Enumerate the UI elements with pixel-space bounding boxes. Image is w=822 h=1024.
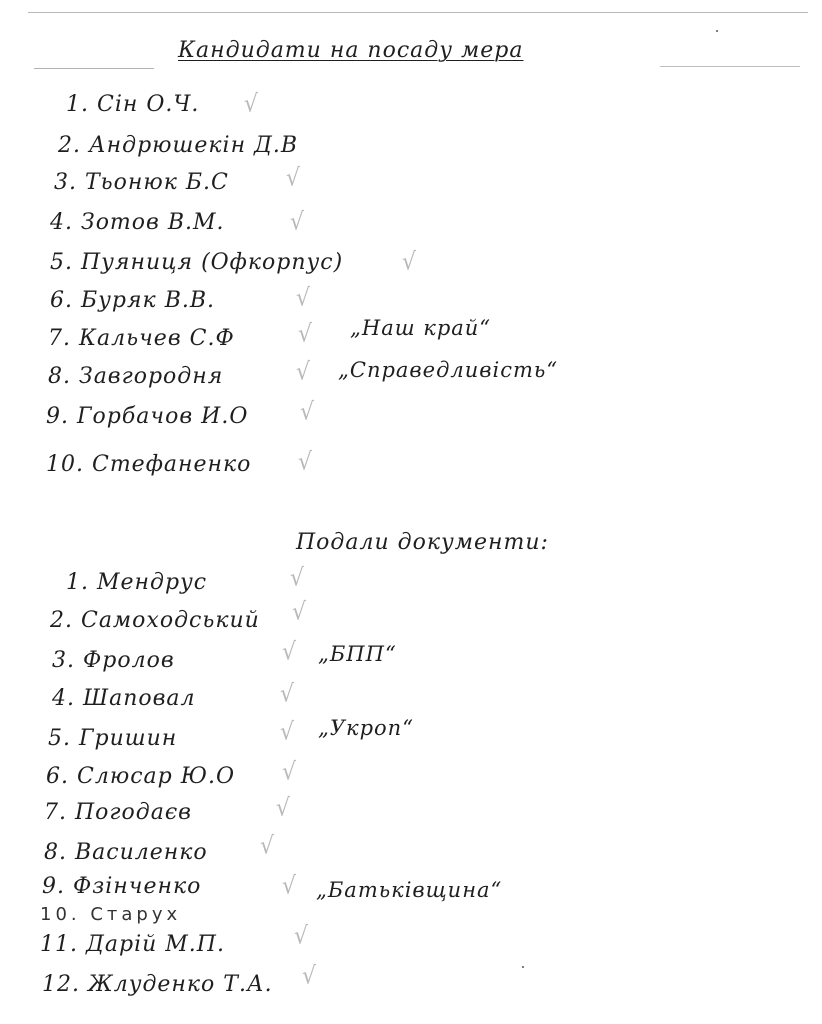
scan-speck [716,30,718,32]
list-item: 9. Горбачов И.О [46,404,249,429]
party-note-nash-krai: „Наш край“ [350,316,492,340]
party-note-ukrop: „Укроп“ [318,716,414,740]
check-mark-icon: √ [282,872,297,901]
party-note-bpp: „БПП“ [318,642,397,666]
check-mark-icon: √ [298,448,313,477]
check-mark-icon: √ [276,794,291,823]
list-item: 11. Дарій М.П. [40,932,225,957]
check-mark-icon: √ [290,208,305,237]
list-item: 7. Погодаєв [44,800,192,825]
check-mark-icon: √ [294,922,309,951]
list-item: 10. Старух [40,904,182,925]
list-item: 8. Завгородня [48,364,224,389]
list-item: 4. Шаповал [52,686,196,711]
check-mark-icon: √ [282,758,297,787]
list-item: 2. Андрюшекін Д.В [58,133,299,158]
check-mark-icon: √ [296,284,311,313]
list-item: 2. Самоходський [50,608,260,633]
page-title: Кандидати на посаду мера [178,38,524,63]
check-mark-icon: √ [290,564,305,593]
check-mark-icon: √ [282,638,297,667]
check-mark-icon: √ [296,358,311,387]
scan-speck [522,966,524,968]
list-item: 3. Тьонюк Б.С [54,170,229,195]
list-item: 12. Жлуденко Т.А. [42,972,273,997]
list-item: 6. Слюсар Ю.О [46,764,235,789]
list-item: 9. Фзінченко [42,874,202,899]
check-mark-icon: √ [244,90,259,119]
list-item: 5. Гришин [48,726,178,751]
check-mark-icon: √ [300,398,315,427]
list-item: 7. Кальчев С.Ф [48,326,235,351]
scan-line-top [28,12,808,13]
list-item: 3. Фролов [52,648,175,673]
check-mark-icon: √ [286,164,301,193]
list-item: 8. Василенко [44,840,208,865]
party-note-batkivshchyna: „Батьківщина“ [316,878,503,902]
check-mark-icon: √ [280,680,295,709]
list-item: 1. Мендрус [66,570,208,595]
check-mark-icon: √ [260,832,275,861]
check-mark-icon: √ [298,320,313,349]
party-note-spravedlyvist: „Справедливість“ [338,358,559,382]
check-mark-icon: √ [402,248,417,277]
check-mark-icon: √ [302,962,317,991]
list-item: 10. Стефаненко [46,452,252,477]
scan-line-right [660,66,800,67]
list-item: 1. Сін О.Ч. [66,92,200,117]
documents-heading: Подали документи: [296,530,549,555]
list-item: 5. Пуяниця (Офкорпус) [50,250,344,275]
list-item: 4. Зотов В.М. [50,210,225,235]
check-mark-icon: √ [280,718,295,747]
scan-line-left [34,68,154,69]
check-mark-icon: √ [292,598,307,627]
list-item: 6. Буряк В.В. [50,288,216,313]
